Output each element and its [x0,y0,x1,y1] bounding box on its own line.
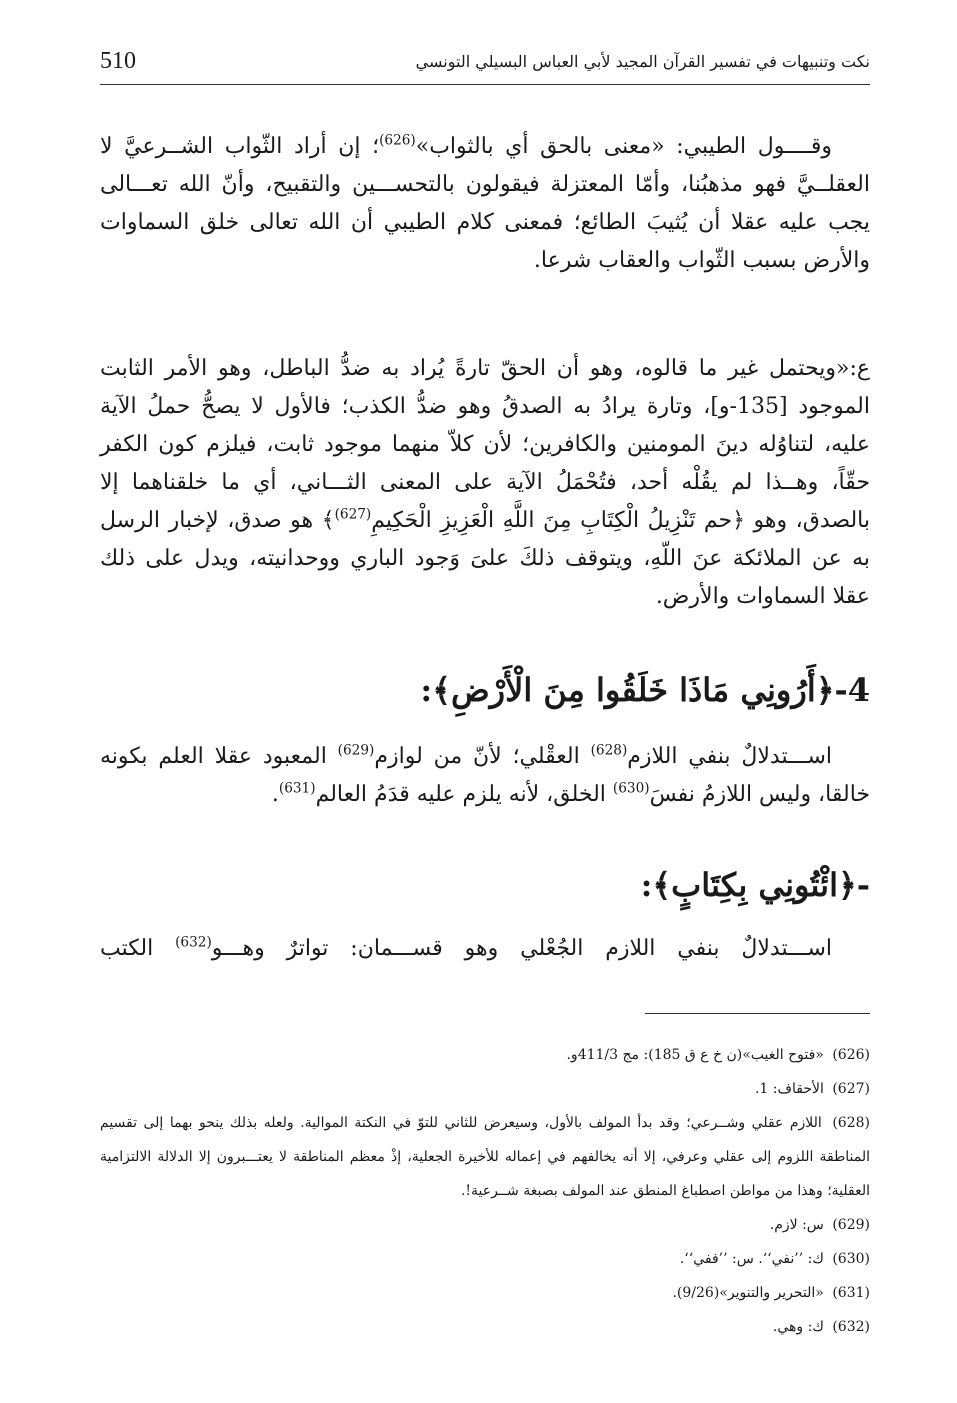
footnote-631 [100,1276,870,1310]
section-heading-kitab: -﴿ائْتُونِي بِكِتَابٍ﴾: [640,866,870,904]
footnote-text: «التحرير والتنوير»(9/26). [672,1285,824,1301]
footnote-text: الأحقاف: 1. [754,1081,824,1097]
paragraph-text: وقــــول الطيبي: «معنى بالحق أي بالثواب» [415,134,833,159]
footnote-text: ك: وهي. [772,1319,824,1335]
footnote-ref-628[interactable]: (628) [590,742,628,759]
footnote-number: (630) [832,1251,870,1267]
paragraph-text: ع:«ويحتمل غير ما قالوه، وهو أن الحقّ تارةً يُراد به ضدُّ الباطل، وهو الأمر الثابت الموجود [135-و]، وتارة يرادُ به الصدقُ وهو ضدُّ الكذب؛ فالأول لا يصحُّ حملُ الآية عليه، لتناوُله دينَ المومنين والكافرين؛ لأن كلاّ منهما موجود ثابت، فيلزم كون الكفر حقّاً، وهــذا لم يقُلْه أحد، فتُحْمَلُ الآية على المعنى الثـــاني، أي ما خلقناهما إلا بالصدق، وهو ﴿حم تَنْزِيلُ الْكِتَابِ مِنَ اللَّهِ الْعَزِيزِ الْحَكِيمِ [100,356,870,533]
footnote-number: (632) [832,1319,870,1335]
footnote-626 [100,1038,870,1072]
footnote-number: (627) [832,1081,870,1097]
paragraph-text: ؛ إن أراد الثّواب الشــرعيَّ لا العقلــيَّ فهو مذهبُنا، وأمّا المعتزلة فيقولون بالتحســـين والتقبيح، وأنّ الله تعـــالى يجب عليه عقلا أن يُثيبَ الطائع؛ فمعنى كلام الطيبي أن الله تعالى خلق السماوات والأرض بسبب الثّواب والعقاب شرعا. [100,134,870,273]
footnote-ref-632[interactable]: (632) [175,934,212,951]
footnote-628 [100,1106,870,1208]
paragraph-text: الكتب [100,936,176,961]
footnote-text: «فتوح الغيب»(ن خ ع ق 185): مج 411/3و. [566,1047,824,1063]
paragraph-ayn-commentary [100,350,870,616]
footnote-630 [100,1242,870,1276]
footnote-632 [100,1310,870,1344]
paragraph-tibi-quote [100,128,870,280]
footnote-627 [100,1072,870,1106]
footnotes [100,1038,870,1344]
paragraph-text: العقْلي؛ لأنّ من لوازم [374,744,591,769]
paragraph-text: . [271,782,279,807]
paragraph-istidlal-aqli [100,738,870,814]
paragraph-text: الخلق، لأنه يلزم عليه قدَمُ العالم [315,782,613,807]
footnote-number: (631) [832,1285,870,1301]
footnote-number: (628) [832,1115,870,1131]
footnote-ref-626[interactable]: (626) [379,132,416,149]
paragraph-text: اســـتدلالٌ بنفي اللازم الجُعْلي وهو قســـمان: تواترٌ وهـــو [211,936,832,961]
footnote-ref-630[interactable]: (630) [612,780,650,797]
footnote-ref-629[interactable]: (629) [337,742,375,759]
footnote-ref-631[interactable]: (631) [278,780,316,797]
paragraph-text: المعبود عقلا العلم بكونه خالقا، وليس اللازمُ نفسَ [100,744,870,807]
footnote-text: س: لازم. [769,1217,824,1233]
paragraph-istidlal-jali [100,930,870,968]
footnote-text: ك: ’’نفي‘‘. س: ’’ففي‘‘. [679,1251,824,1267]
page-header [100,46,870,85]
footnote-629 [100,1208,870,1242]
footnote-number: (626) [832,1047,870,1063]
footnote-text: اللازم عقلي وشــرعي؛ وقد بدأ المولف بالأول، وسيعرض للثاني للتوّ في النكتة الموالية. ولعله بذلك ينحو بهما إلى تقسيم المناطقة اللزوم إلى عقلي وعرفي، إلا أنه يخالفهم في إعماله للأخيرة الجعلية، إذْ معظم المناطقة لا يعتـــبرون إلا الدلالة الالتزامية العقلية؛ وهذا من مواطن اصطباغ المنطق عند المولف بصبغة شــرعية!. [100,1115,870,1199]
section-heading-4: 4-﴿أَرُونِي مَاذَا خَلَقُوا مِنَ الْأَرْضِ﴾: [420,671,870,709]
footnote-ref-627[interactable]: (627) [334,506,372,523]
page-number: 510 [100,48,136,74]
footnote-separator [645,1013,870,1014]
running-title: نكت وتنبيهات في تفسير القرآن المجيد لأبي العباس البسيلي التونسي [415,52,870,71]
footnote-number: (629) [832,1217,870,1233]
paragraph-text: ﴾ هو صدق، لإخبار الرسل به عن الملائكة عنَ اللّهِ، ويتوقف ذلكَ علىَ وَجود الباري ووحدانيته، ويدل على ذلك عقلا السماوات والأرض. [100,508,870,609]
paragraph-text: اســـتدلالٌ بنفي اللازم [627,744,832,769]
